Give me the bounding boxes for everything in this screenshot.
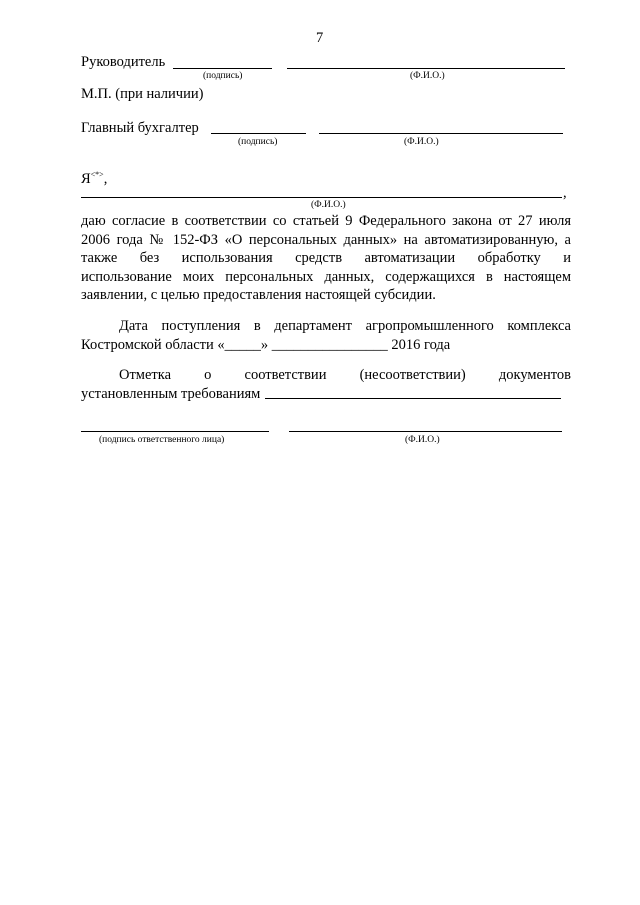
consent-name-caption: (Ф.И.О.) [311, 200, 346, 210]
consent-ya [81, 166, 107, 188]
consent-line-2: 2006 года № 152-ФЗ «О персональных данных» на автоматизированную, а [81, 231, 571, 248]
head-signature-line [173, 68, 272, 69]
receipt-date-paragraph [81, 317, 571, 354]
receipt-date-line-1: Дата поступления в департамент агропромышленного комплекса [119, 318, 571, 334]
responsible-name-caption: (Ф.И.О.) [405, 435, 440, 445]
consent-line-3: также без использования средств автоматизации обработку и [81, 250, 571, 267]
consent-line-5: заявлении, с целью предоставления настоящей субсидии. [81, 287, 436, 304]
accountant-signature-caption: (подпись) [238, 137, 278, 147]
page-number: 7 [316, 30, 324, 46]
consent-paragraph [81, 212, 571, 305]
consent-line-4: использование моих персональных данных, содержащихся в настоящем [81, 268, 571, 285]
receipt-date-line-2: Костромской области «_____» ________________ 2016 года [81, 336, 451, 353]
responsible-signature-caption: (подпись ответственного лица) [99, 435, 225, 445]
consent-trailing-comma: , [563, 185, 567, 201]
ya-comma: , [103, 171, 108, 187]
accountant-signature-line [211, 133, 306, 134]
compliance-line-2: установленным требованиям [81, 385, 261, 402]
responsible-signature-line [81, 431, 269, 432]
responsible-name-line [289, 431, 562, 432]
accountant-name-line [319, 133, 563, 134]
consent-line-1: даю согласие в соответствии со статьей 9 Федерального закона от 27 июля [81, 213, 571, 229]
head-label: Руководитель [81, 54, 166, 70]
compliance-line-1: Отметка о соответствии (несоответствии) документов [119, 367, 571, 383]
footnote-mark: <*> [90, 170, 104, 179]
accountant-name-caption: (Ф.И.О.) [404, 137, 439, 147]
accountant-label: Главный бухгалтер [81, 120, 199, 136]
stamp-note: М.П. (при наличии) [81, 86, 204, 102]
ya-text: Я [81, 171, 91, 187]
compliance-fill-line [265, 398, 561, 399]
head-signature-caption: (подпись) [203, 71, 243, 81]
head-name-line [287, 68, 565, 69]
consent-name-line [81, 197, 562, 198]
head-name-caption: (Ф.И.О.) [410, 71, 445, 81]
